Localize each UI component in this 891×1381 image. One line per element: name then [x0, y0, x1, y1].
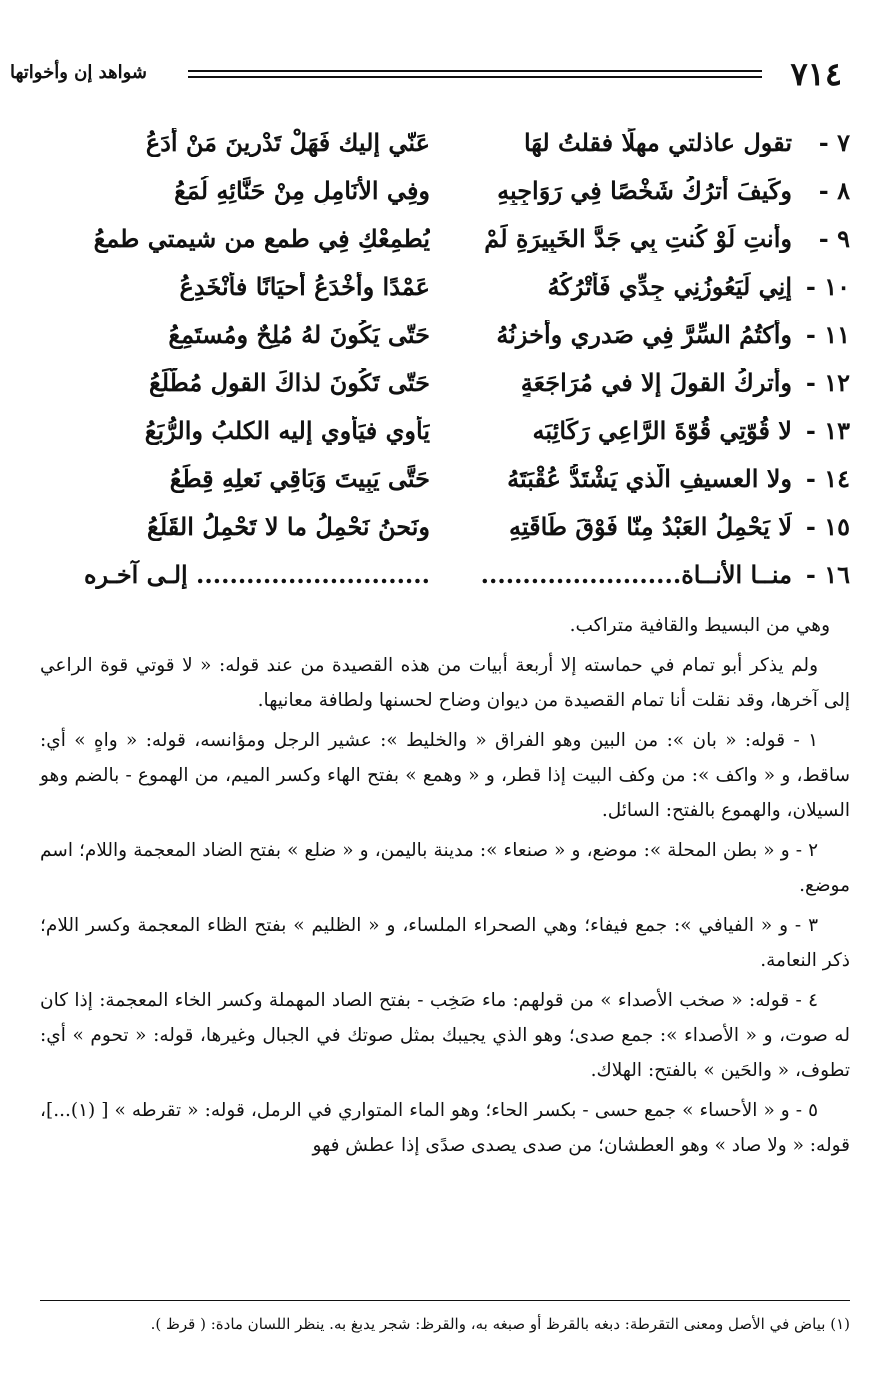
commentary-paragraph: ٣ - و « الفيافي »: جمع فيفاء؛ وهي الصحراء الملساء، و « الظليم » بفتح الظاء المعجمة وكسر اللام؛ ذكر النعامة. [40, 915, 850, 971]
verse-second-hemistich: عَنّي إليك فَهَلْ تَدْرِينَ مَنْ أدَعُ [145, 128, 430, 157]
verse-number: ١٢ - [805, 368, 850, 397]
verse-number: ١١ - [805, 320, 850, 349]
verse-number: ٨ - [818, 176, 850, 205]
verse-number: ٩ - [818, 224, 850, 253]
verse-line [40, 268, 850, 316]
verse-line [40, 364, 850, 412]
verse-line [40, 556, 850, 604]
verse-line [40, 124, 850, 172]
poem-verses [40, 124, 850, 604]
verse-line [40, 316, 850, 364]
meter-note: وهي من البسيط والقافية متراكب. [569, 615, 830, 636]
header-double-rule [188, 70, 762, 78]
page-number: ٧١٤ [790, 55, 842, 93]
verse-line [40, 508, 850, 556]
verse-first-hemistich: لا قُوّتِي قُوّةَ الرَّاعِي رَكَائِبَه [532, 416, 792, 445]
verse-second-hemistich: ............................ إلـى آخـره [83, 560, 430, 589]
verse-line [40, 412, 850, 460]
verse-first-hemistich: وكَيفَ أَترُكُ شَخْصًا فِي رَوَاجِبِهِ [497, 176, 792, 205]
page-header [10, 52, 842, 96]
verse-first-hemistich: تقول عاذلتي مهلًا فقلتُ لهَا [523, 128, 792, 157]
verse-first-hemistich: إنِي لَيَعُوزُنِي جِدِّي فَأَتْرُكُهُ [547, 272, 792, 301]
verse-second-hemistich: وفِي الأَنَامِلِ مِنْ حَنَّائِهِ لُمَعُ [174, 176, 430, 205]
commentary-text [40, 608, 850, 1168]
verse-line [40, 220, 850, 268]
verse-number: ١٣ - [805, 416, 850, 445]
verse-first-hemistich: لَا يَحْمِلُ العَبْدُ مِنّا فَوْقَ طَاقَتِهِ [509, 512, 792, 541]
verse-line [40, 172, 850, 220]
verse-second-hemistich: حَتّى يَكُونَ لهُ مُلِحٌ ومُستَمِعُ [168, 320, 430, 349]
verse-second-hemistich: يَأْوِي فيَأوِي إليه الكلبُ والرُّبَعُ [144, 416, 430, 445]
commentary-paragraph: ولم يذكر أبو تمام في حماسته إلا أربعة أبيات من هذه القصيدة من عند قوله: « لا قوتي قوة الراعي إلى آخرها، وقد نقلت أنا تمام القصيدة من ديوان وضاح لحسنها ولطافة معانيها. [40, 655, 850, 711]
verse-first-hemistich: منــا الأنــاة........................ [480, 560, 792, 589]
verse-number: ١٤ - [805, 464, 850, 493]
verse-number: ١٦ - [805, 560, 850, 589]
verse-number: ١٥ - [805, 512, 850, 541]
verse-first-hemistich: وأنتِ لَوْ كُنتِ بِي جَدَّ الخَبِيرَةِ لَمْ [484, 224, 792, 253]
footnote: (١) بياض في الأصل ومعنى التقرطة: دبغه بالقرظ أو صبغه به، والقرظ: شجر يدبغ به. ينظر اللسان مادة: ( قرظ ). [150, 1315, 850, 1333]
verse-second-hemistich: حَتّى تَكُونَ لذاكَ القولِ مُطّلَعُ [148, 368, 430, 397]
commentary-paragraph: ١ - قوله: « بان »: من البين وهو الفراق « والخليط »: عشير الرجل ومؤانسه، قوله: « واهٍ » أي: ساقط، و « واكف »: من وكف البيت إذا قطر، و « وهمع » بفتح الهاء وكسر الميم، من الهموع - بالضم وهو السيلان، والهموع بالفتح: السائل. [40, 730, 850, 821]
verse-second-hemistich: ونَحنُ نَحْمِلُ ما لا تَحْمِلُ القَلَعُ [147, 512, 430, 541]
verse-second-hemistich: عَمْدًا وأُخْدَعُ أحيَانًا فأنْخَدِعُ [179, 272, 430, 301]
verse-number: ٧ - [818, 128, 850, 157]
verse-first-hemistich: وأتركُ القولَ إلا في مُرَاجَعَةٍ [520, 368, 792, 397]
verse-second-hemistich: يُطمِعْكِ فِي طمع من شيمتي طمعُ [93, 224, 430, 253]
verse-line [40, 460, 850, 508]
running-title: شواهد إن وأخواتها [10, 62, 147, 83]
commentary-paragraph: ٥ - و « الأحساء » جمع حسى - بكسر الحاء؛ وهو الماء المتواري في الرمل، قوله: « تقرطه » [ (١)...]، قوله: « ولا صاد » وهو العطشان؛ من صدى يصدى صدًى إذا عطش فهو [40, 1100, 850, 1156]
commentary-paragraph: ٢ - و « بطن المحلة »: موضع، و « صنعاء »: مدينة باليمن، و « ضلع » بفتح الضاد المعجمة واللام؛ اسم موضع. [40, 840, 850, 896]
verse-first-hemistich: ولا العسيفِ الّذي يَشْتَدُّ عُقْبَتَهُ [507, 464, 792, 493]
commentary-paragraph: ٤ - قوله: « صخب الأصداء » من قولهم: ماء صَخِب - بفتح الصاد المهملة وكسر الخاء المعجمة: إذا كان له صوت، و « الأصداء »: جمع صدى؛ وهو الذي يجيبك بمثل صوتك في الجبال وغيرها، قوله: « تحوم » أي: تطوف، « والحَين » بالفتح: الهلاك. [40, 990, 850, 1081]
verse-number: ١٠ - [805, 272, 850, 301]
verse-first-hemistich: وأَكتُمُ السِّرَّ فِي صَدرِي وأَخزِنُهُ [496, 320, 792, 349]
footnote-divider [40, 1300, 850, 1301]
verse-second-hemistich: حَتَّى يَبِيتَ وَبَاقِي نَعلِهِ قِطَعُ [169, 464, 430, 493]
